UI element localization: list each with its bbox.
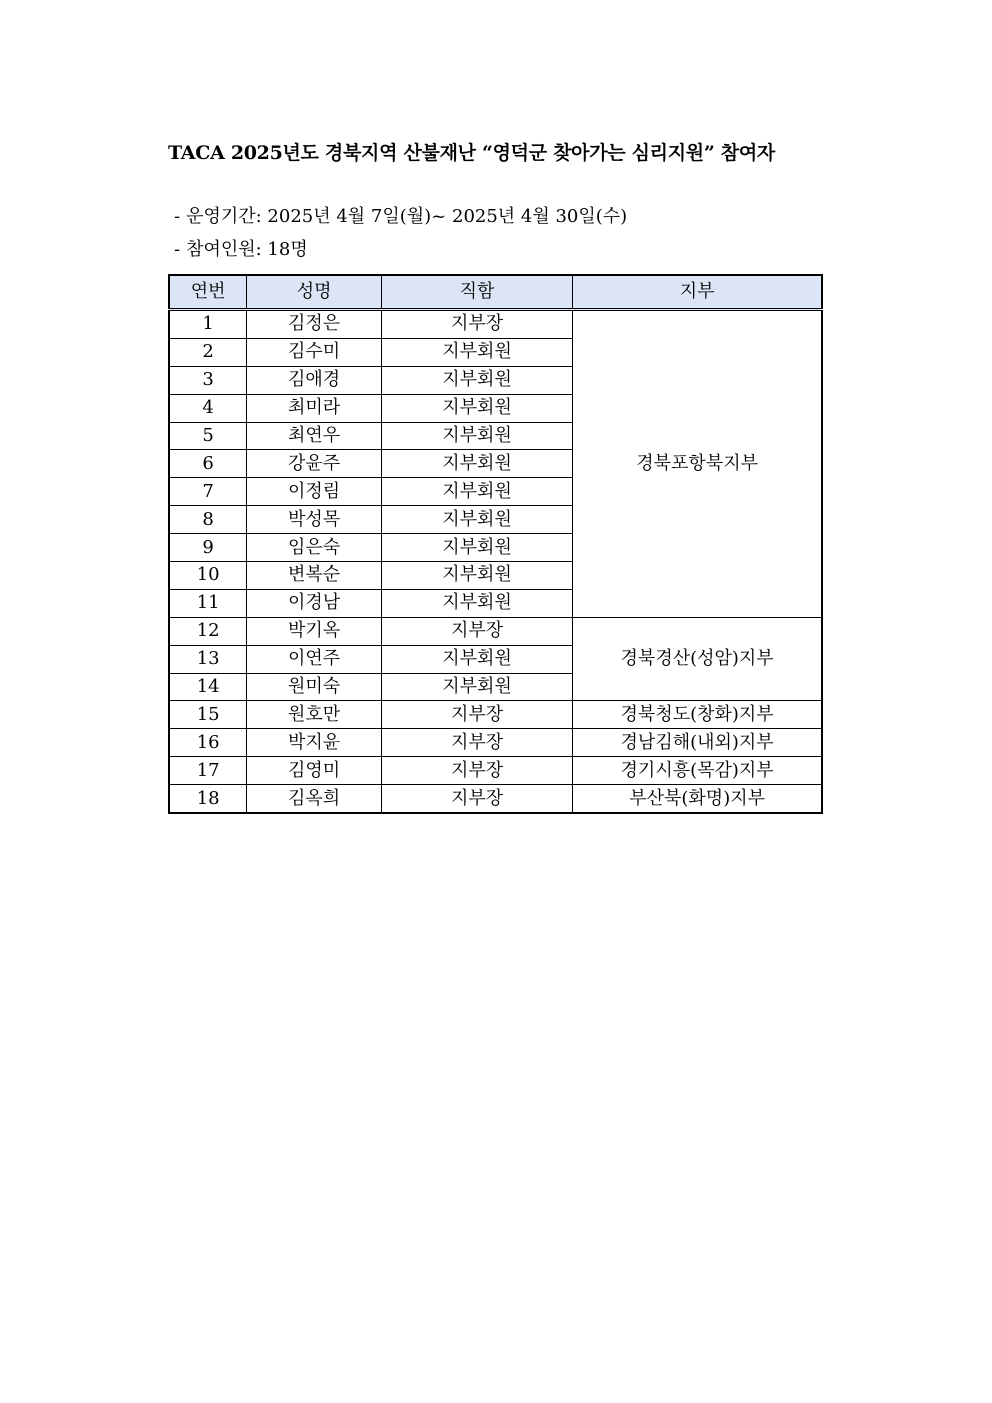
row-number: 2 [169,338,247,366]
row-title: 지부장 [381,701,572,729]
row-title: 지부회원 [381,506,572,534]
row-name: 이연주 [247,645,382,673]
row-name: 김수미 [247,338,382,366]
row-number: 5 [169,422,247,450]
row-name: 최연우 [247,422,382,450]
row-name: 김애경 [247,366,382,394]
row-number: 16 [169,729,247,757]
row-number: 4 [169,394,247,422]
table-row [169,729,822,757]
row-number: 9 [169,534,247,562]
row-branch: 경남김해(내외)지부 [573,729,822,757]
row-title: 지부회원 [381,394,572,422]
row-name: 박기옥 [247,617,382,645]
row-name: 변복순 [247,562,382,590]
row-name: 김옥희 [247,785,382,813]
row-title: 지부회원 [381,422,572,450]
header-branch: 지부 [573,275,822,310]
row-name: 원미숙 [247,673,382,701]
row-title: 지부회원 [381,534,572,562]
row-name: 최미라 [247,394,382,422]
row-title: 지부장 [381,617,572,645]
row-number: 3 [169,366,247,394]
row-title: 지부장 [381,785,572,813]
row-name: 이경남 [247,589,382,617]
row-branch: 부산북(화명)지부 [573,785,822,813]
table-header-row [169,275,822,310]
row-name: 김영미 [247,757,382,785]
row-title: 지부회원 [381,450,572,478]
row-title: 지부회원 [381,478,572,506]
bullet-dash: - [174,206,181,227]
operation-period [174,202,627,228]
bullet-dash: - [174,239,181,260]
row-branch: 경북경산(성암)지부 [573,617,822,701]
row-title: 지부회원 [381,338,572,366]
row-name: 강윤주 [247,450,382,478]
table-row [169,617,822,645]
row-number: 14 [169,673,247,701]
operation-period-text: 운영기간: 2025년 4월 7일(월)~ 2025년 4월 30일(수) [186,206,628,227]
row-title: 지부장 [381,729,572,757]
row-title: 지부회원 [381,366,572,394]
row-name: 임은숙 [247,534,382,562]
table-row [169,701,822,729]
document-title: TACA 2025년도 경북지역 산불재난 “영덕군 찾아가는 심리지원” 참여자 [168,142,775,164]
row-name: 김정은 [247,310,382,339]
row-number: 6 [169,450,247,478]
row-number: 15 [169,701,247,729]
row-branch: 경북청도(창화)지부 [573,701,822,729]
row-title: 지부회원 [381,645,572,673]
row-name: 박지윤 [247,729,382,757]
row-title: 지부회원 [381,673,572,701]
row-number: 18 [169,785,247,813]
row-number: 7 [169,478,247,506]
row-name: 박성목 [247,506,382,534]
row-number: 11 [169,589,247,617]
table-row [169,757,822,785]
participant-count [174,235,308,261]
participant-count-text: 참여인원: 18명 [186,239,308,260]
row-title: 지부회원 [381,589,572,617]
row-number: 17 [169,757,247,785]
row-branch: 경북포항북지부 [573,310,822,618]
participant-table [168,274,823,814]
table-row [169,785,822,813]
row-number: 12 [169,617,247,645]
row-title: 지부장 [381,310,572,339]
row-number: 1 [169,310,247,339]
row-name: 원호만 [247,701,382,729]
row-branch: 경기시흥(목감)지부 [573,757,822,785]
header-name: 성명 [247,275,382,310]
row-number: 13 [169,645,247,673]
row-name: 이정림 [247,478,382,506]
row-number: 10 [169,562,247,590]
table-row [169,310,822,339]
header-title: 직함 [381,275,572,310]
row-title: 지부회원 [381,562,572,590]
header-number: 연번 [169,275,247,310]
row-title: 지부장 [381,757,572,785]
row-number: 8 [169,506,247,534]
